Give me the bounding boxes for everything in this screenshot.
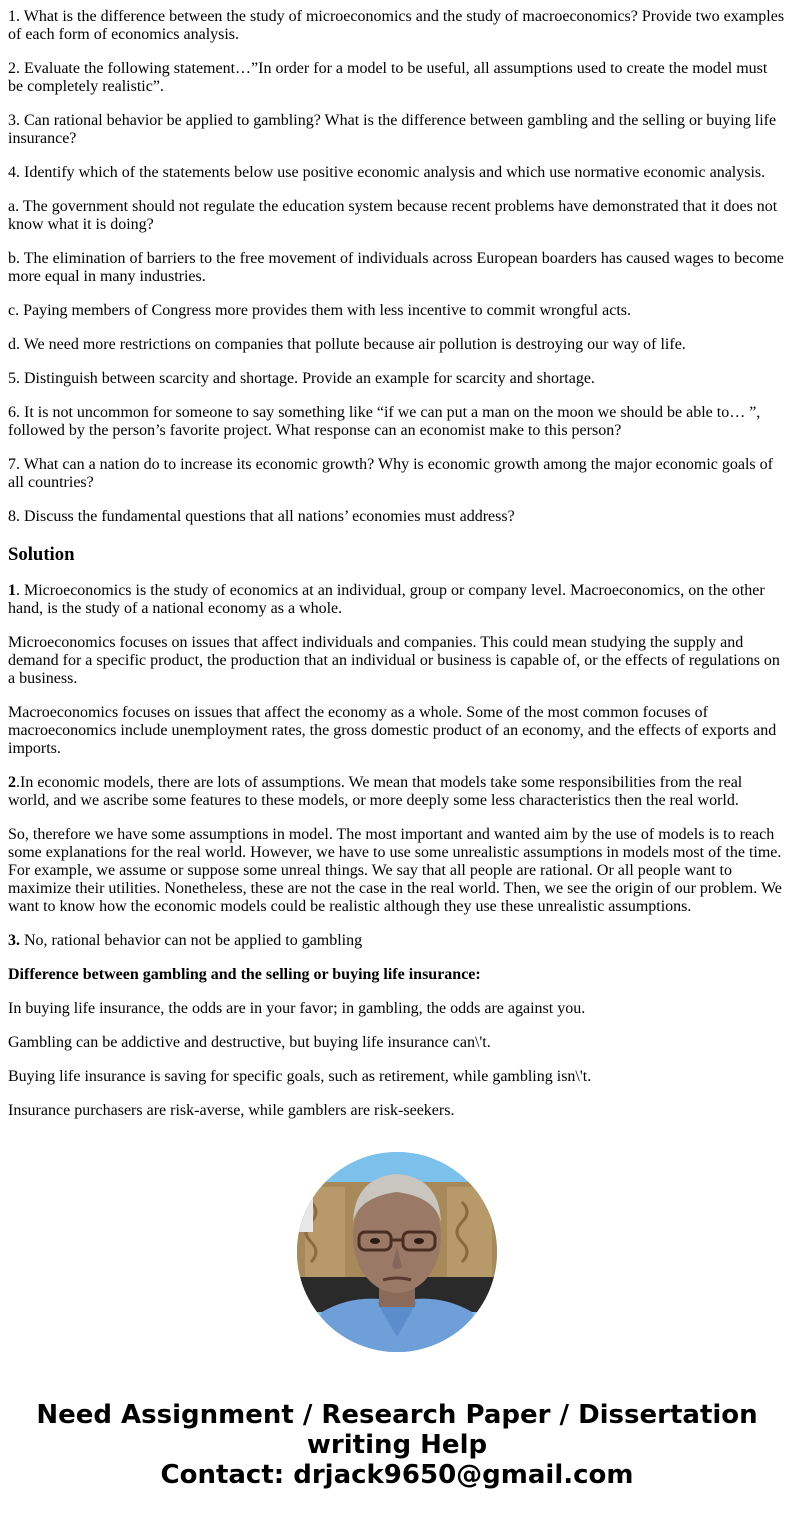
question-7: 7. What can a nation do to increase its economic growth? Why is economic growth among the major economic goals of all countries? xyxy=(8,456,773,491)
promo-banner xyxy=(0,1400,794,1490)
question-4a: a. The government should not regulate the education system because recent problems have demonstrated that it does not know what it is doing? xyxy=(8,198,778,233)
avatar-container xyxy=(0,1152,794,1352)
answer-3-number: 3. xyxy=(8,932,20,949)
question-5: 5. Distinguish between scarcity and shortage. Provide an example for scarcity and shortage. xyxy=(8,370,595,387)
question-2: 2. Evaluate the following statement…”In order for a model to be useful, all assumptions used to create the model must be completely realistic”. xyxy=(8,60,768,95)
answer-2-text: .In economic models, there are lots of assumptions. We mean that models take some responsibilities from the real world, and we ascribe some features to these models, or more deeply some less characteristics then the real world. xyxy=(8,774,743,809)
question-4d: d. We need more restrictions on companies that pollute because air pollution is destroying our way of life. xyxy=(8,336,686,353)
answer-1-macro-paragraph: Macroeconomics focuses on issues that affect the economy as a whole. Some of the most common focuses of macroeconomics include unemployment rates, the gross domestic product of an economy, and the effects of exports and imports. xyxy=(8,704,777,757)
answer-1-text: . Microeconomics is the study of economics at an individual, group or company level. Macroeconomics, on the other hand, is the study of a national economy as a whole. xyxy=(8,582,765,617)
tutor-portrait-icon xyxy=(297,1152,497,1352)
answer-2-paragraph: So, therefore we have some assumptions in model. The most important and wanted aim by the use of models is to reach some explanations for the real world. However, we have to use some unrealistic assumptions in models most of the time. For example, we assume or suppose some unreal things. We say that all people are rational. Or all people want to maximize their utilities. Nonetheless, these are not the case in the real world. Then, we see the origin of our problem. We want to know how the economic models could be realistic although they use these unrealistic assumptions. xyxy=(8,826,782,915)
question-3: 3. Can rational behavior be applied to gambling? What is the difference between gambling and the selling or buying life insurance? xyxy=(8,112,777,147)
answer-2-intro xyxy=(8,774,786,810)
question-1: 1. What is the difference between the study of microeconomics and the study of macroeconomics? Provide two examples of each form of economics analysis. xyxy=(8,8,785,43)
answer-3-subheading-text: Difference between gambling and the selling or buying life insurance: xyxy=(8,966,481,983)
promo-headline: Need Assignment / Research Paper / Dissertation writing Help xyxy=(36,1400,758,1460)
answer-1-micro-paragraph: Microeconomics focuses on issues that affect individuals and companies. This could mean studying the supply and demand for a specific product, the production that an individual or business is capable of, or the effects of regulations on a business. xyxy=(8,634,780,687)
question-6: 6. It is not uncommon for someone to say something like “if we can put a man on the moon we should be able to… ”, followed by the person’s favorite project. What response can an economist make to this person? xyxy=(8,404,761,439)
question-8: 8. Discuss the fundamental questions that all nations’ economies must address? xyxy=(8,508,515,525)
answer-3-point-2: Gambling can be addictive and destructive, but buying life insurance can\'t. xyxy=(8,1034,491,1051)
question-4b: b. The elimination of barriers to the free movement of individuals across European boarders has caused wages to become more equal in many industries. xyxy=(8,250,784,285)
answer-1-intro xyxy=(8,582,786,618)
question-4c: c. Paying members of Congress more provides them with less incentive to commit wrongful acts. xyxy=(8,302,631,319)
answer-2-number: 2 xyxy=(8,774,16,791)
promo-contact: Contact: drjack9650@gmail.com xyxy=(160,1460,634,1490)
answer-1-number: 1 xyxy=(8,582,16,599)
answer-3-point-1: In buying life insurance, the odds are in your favor; in gambling, the odds are against you. xyxy=(8,1000,586,1017)
answer-3-point-3: Buying life insurance is saving for specific goals, such as retirement, while gambling isn\'t. xyxy=(8,1068,592,1085)
answer-3-intro xyxy=(8,932,786,950)
answer-3-point-4: Insurance purchasers are risk-averse, while gamblers are risk-seekers. xyxy=(8,1102,455,1119)
answer-3-subheading xyxy=(8,966,786,984)
solution-heading: Solution xyxy=(8,544,75,565)
answer-3-text: No, rational behavior can not be applied to gambling xyxy=(20,932,363,949)
question-4: 4. Identify which of the statements below use positive economic analysis and which use normative economic analysis. xyxy=(8,164,766,181)
